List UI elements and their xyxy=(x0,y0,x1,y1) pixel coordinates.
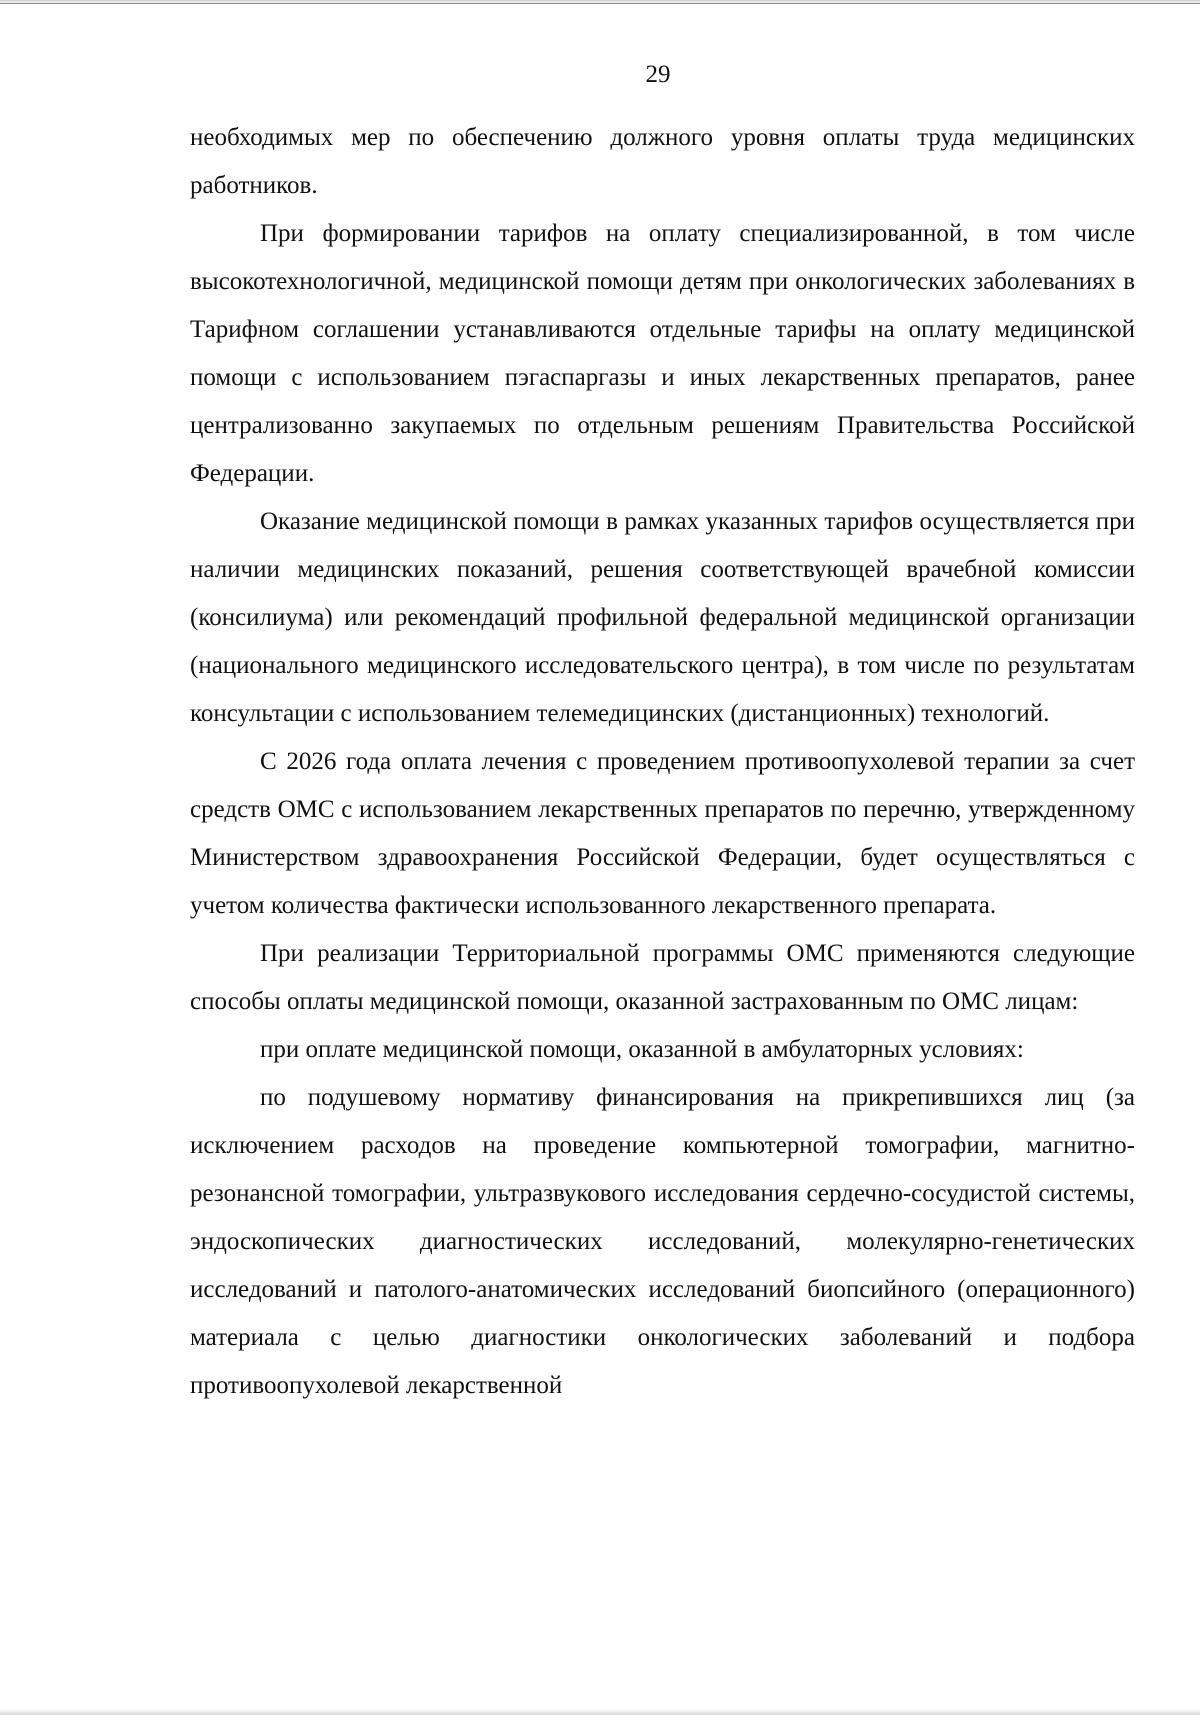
paragraph: по подушевому нормативу финансирования на прикрепившихся лиц (за исключением расходов на проведение компьютерной томографии, магнитно-резонансной томографии, ультразвукового исследования сердечно-сосудистой системы, эндоскопических диагностических исследований, молекулярно-генетических исследований и патолого-анатомических исследований биопсийного (операционного) материала с целью диагностики онкологических заболеваний и подбора противоопухолевой лекарственной xyxy=(190,1084,1135,1399)
scan-top-rule xyxy=(0,3,1200,4)
paragraph: при оплате медицинской помощи, оказанной в амбулаторных условиях: xyxy=(260,1036,1024,1063)
page-number: 29 xyxy=(645,61,671,88)
scan-bottom-edge xyxy=(0,1709,1200,1715)
document-body xyxy=(190,114,1135,1410)
paragraph: Оказание медицинской помощи в рамках указанных тарифов осуществляется при наличии медицинских показаний, решения соответствующей врачебной комиссии (консилиума) или рекомендаций профильной федеральной медицинской организации (национального медицинского исследовательского центра), в том числе по результатам консультации с использованием телемедицинских (дистанционных) технологий. xyxy=(190,508,1135,727)
paragraph: С 2026 года оплата лечения с проведением противоопухолевой терапии за счет средств ОМС с использованием лекарственных препаратов по перечню, утвержденному Министерством здравоохранения Российской Федерации, будет осуществляться с учетом количества фактически использованного лекарственного препарата. xyxy=(190,748,1135,919)
paragraph: При формировании тарифов на оплату специализированной, в том числе высокотехнологичной, медицинской помощи детям при онкологических заболеваниях в Тарифном соглашении устанавливаются отдельные тарифы на оплату медицинской помощи с использованием пэгаспаргазы и иных лекарственных препаратов, ранее централизованно закупаемых по отдельным решениям Правительства Российской Федерации. xyxy=(190,220,1135,487)
paragraph: необходимых мер по обеспечению должного уровня оплаты труда медицинских работников. xyxy=(190,124,1135,199)
paragraph: При реализации Территориальной программы ОМС применяются следующие способы оплаты медицинской помощи, оказанной застрахованным по ОМС лицам: xyxy=(190,940,1135,1015)
